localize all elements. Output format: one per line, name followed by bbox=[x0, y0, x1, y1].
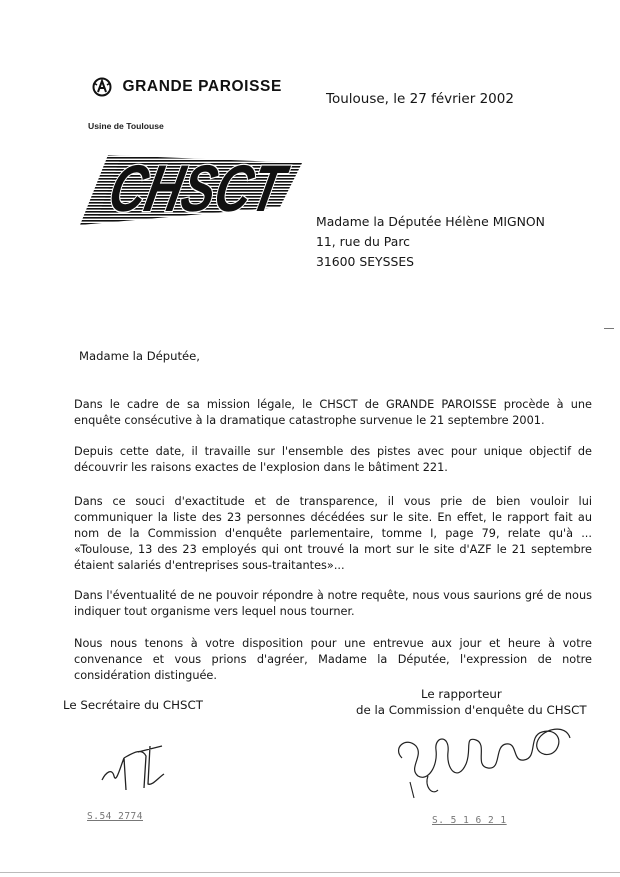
recipient-city: 31600 SEYSSES bbox=[316, 254, 415, 269]
recipient-name: Madame la Députée Hélène MIGNON bbox=[316, 214, 545, 229]
body-paragraph-4: Dans l'éventualité de ne pouvoir répondre à notre requête, nous vous saurions gré de nous indiquer tout organisme vers lequel nous tourner. bbox=[74, 589, 592, 618]
chsct-logo bbox=[80, 145, 346, 235]
body-paragraph-2: Depuis cette date, il travaille sur l'ensemble des pistes avec pour unique objectif de découvrir les raisons exactes de l'explosion dans le bâtiment 221. bbox=[74, 445, 592, 474]
body-paragraph-3: Dans ce souci d'exactitude et de transparence, il vous prie de bien vouloir lui communiquer la liste des 23 personnes décédées sur le site. En effet, le rapport fait au nom de la Commission d'enquête parlementaire, tomme I, page 79, relate qu'à ... «Toulouse, 13 des 23 employés qui ont trouvé la mort sur le site d'AZF le 21 septembre étaient salariés d'entreprises sous-traitantes»... bbox=[74, 495, 592, 572]
recipient-street: 11, rue du Parc bbox=[316, 234, 410, 249]
body-paragraph-1: Dans le cadre de sa mission légale, le CHSCT de GRANDE PAROISSE procède à une enquête consécutive à la dramatique catastrophe survenue le 21 septembre 2001. bbox=[74, 398, 592, 427]
company-name: GRANDE PAROISSE bbox=[122, 78, 282, 95]
date-line: Toulouse, le 27 février 2002 bbox=[326, 91, 514, 107]
plant-name: Usine de Toulouse bbox=[88, 121, 164, 131]
company-logo-icon bbox=[92, 77, 112, 97]
scan-mark bbox=[0, 872, 620, 873]
body-paragraph-5: Nous nous tenons à votre disposition pour une entrevue aux jour et heure à votre convenance et vous prions d'agréer, Madame la Députée, l'expression de notre considération distinguée. bbox=[74, 637, 592, 682]
company-logo bbox=[92, 77, 312, 99]
rapporteur-stamp: S. 5 1 6 2 1 bbox=[432, 815, 507, 826]
secretary-stamp: S.54 2774 bbox=[87, 811, 143, 822]
recipient-address bbox=[316, 212, 545, 272]
secretary-title: Le Secrétaire du CHSCT bbox=[63, 698, 203, 712]
secretary-signature bbox=[90, 728, 180, 800]
scan-mark bbox=[604, 328, 614, 329]
rapporteur-signature bbox=[388, 706, 578, 806]
commission-title: de la Commission d'enquête du CHSCT bbox=[356, 703, 587, 717]
rapporteur-title: Le rapporteur bbox=[421, 687, 502, 701]
salutation: Madame la Députée, bbox=[79, 349, 200, 363]
chsct-logo-text: CHSCT bbox=[102, 152, 346, 226]
